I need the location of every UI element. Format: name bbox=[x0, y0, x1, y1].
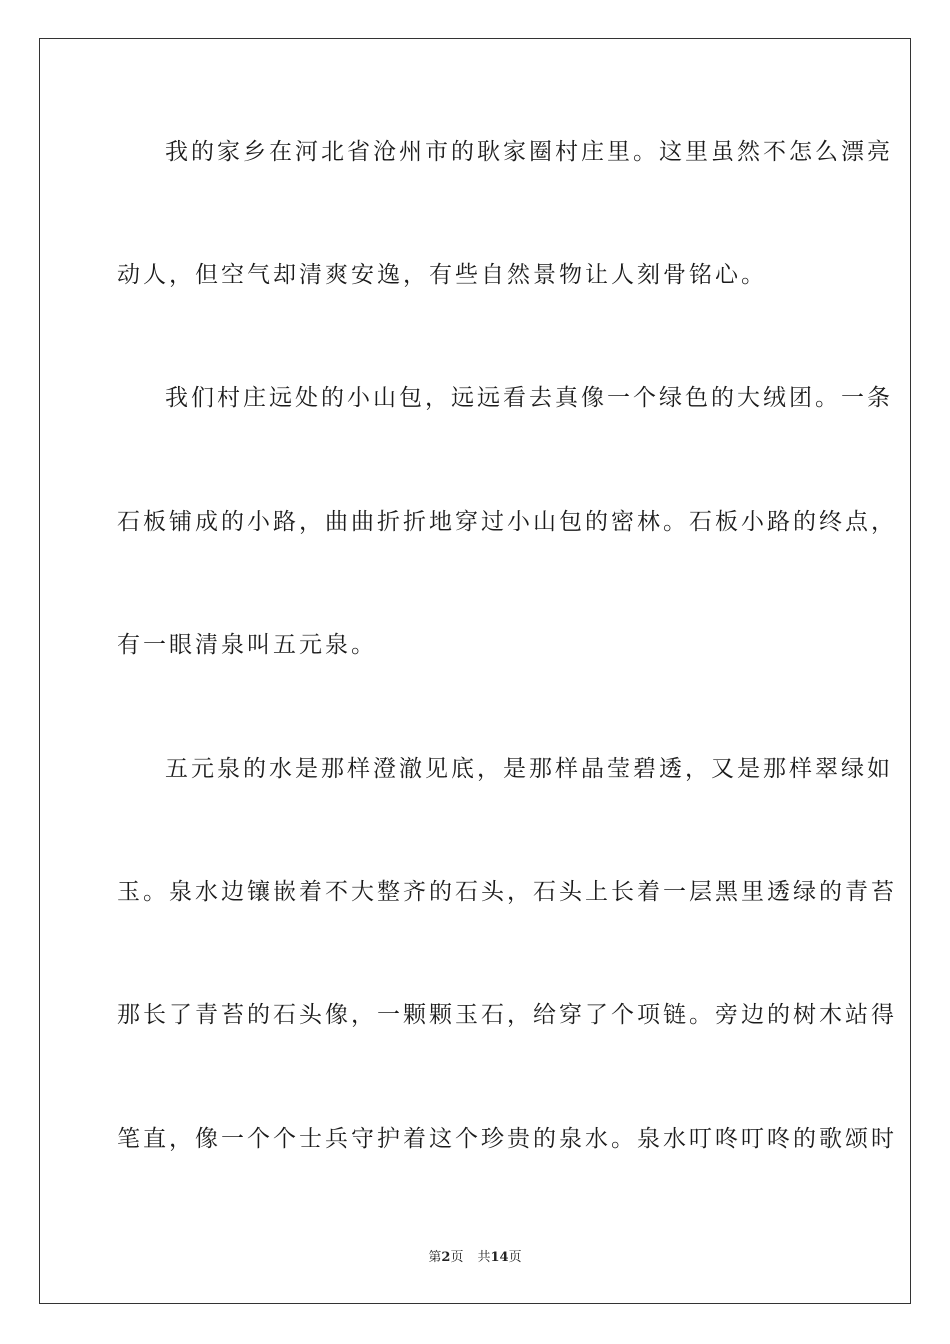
paragraph-2-line-1: 我们村庄远处的小山包，远远看去真像一个绿色的大绒团。一条 bbox=[165, 385, 893, 411]
paragraph-3-line-4: 笔直，像一个个士兵守护着这个珍贵的泉水。泉水叮咚叮咚的歌颂时 bbox=[117, 1126, 897, 1152]
total-prefix: 共 bbox=[477, 1250, 491, 1265]
paragraph-2-line-2: 石板铺成的小路，曲曲折折地穿过小山包的密林。石板小路的终点， bbox=[117, 509, 897, 535]
total-suffix: 页 bbox=[508, 1250, 522, 1265]
paragraph-1-line-1: 我的家乡在河北省沧州市的耿家圈村庄里。这里虽然不怎么漂亮 bbox=[165, 139, 893, 165]
page-footer bbox=[0, 1246, 950, 1265]
paragraph-3-line-1: 五元泉的水是那样澄澈见底，是那样晶莹碧透，又是那样翠绿如 bbox=[165, 756, 893, 782]
page-number: 2 bbox=[441, 1250, 451, 1265]
total-pages: 14 bbox=[490, 1250, 509, 1265]
paragraph-3-line-3: 那长了青苔的石头像，一颗颗玉石，给穿了个项链。旁边的树木站得 bbox=[117, 1002, 897, 1028]
paragraph-2-line-3: 有一眼清泉叫五元泉。 bbox=[117, 632, 377, 658]
page-suffix: 页 bbox=[450, 1250, 464, 1265]
paragraph-3-line-2: 玉。泉水边镶嵌着不大整齐的石头，石头上长着一层黑里透绿的青苔 bbox=[117, 879, 897, 905]
page-prefix: 第 bbox=[428, 1250, 442, 1265]
paragraph-1-line-2: 动人，但空气却清爽安逸，有些自然景物让人刻骨铭心。 bbox=[117, 262, 767, 288]
page-frame bbox=[39, 38, 911, 1304]
